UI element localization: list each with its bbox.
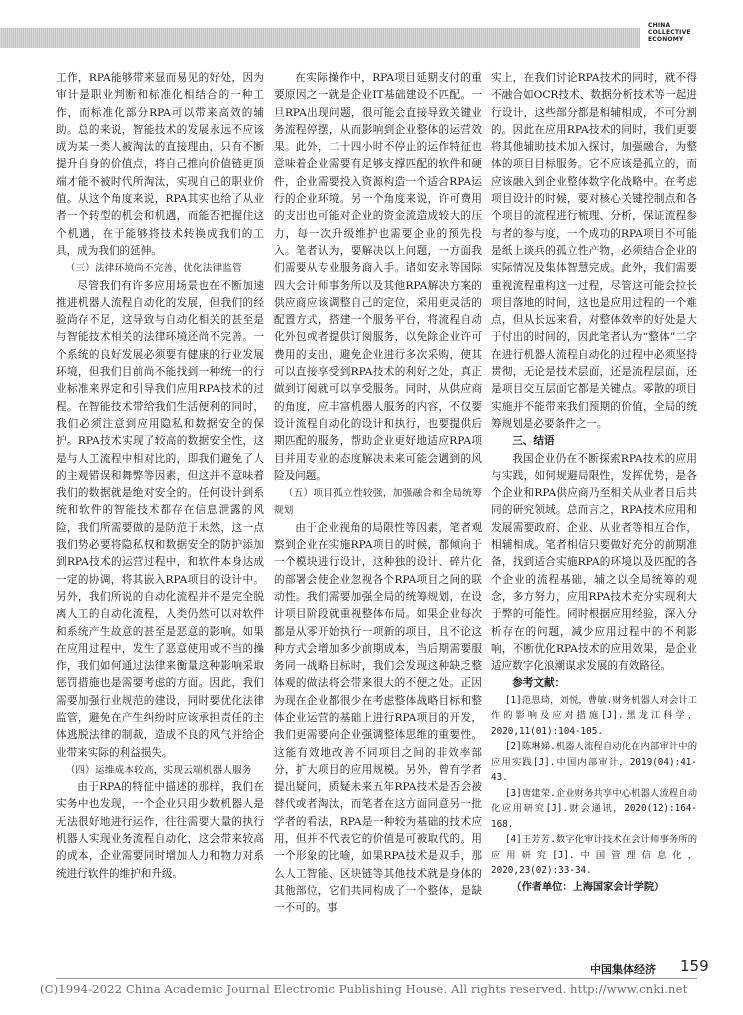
paragraph: 尽管我们有许多应用场景也在不断加速推进机器人流程自动化的发展，但我们的经验尚存不足，这导致与自动化相关的甚至是与智能技术相关的法律环境还尚不完善。一个系统的良好发展必须要有健康的行业发展环境，但我们目前尚不能找到一种统一的行业标准来界定和引导我们应用RPA技术的过程。在智能技术带给我们生活便利的同时，我们必须注意到应用隐私和数据安全的保护。RPA技术实现了较高的数据安全性，这是与人工流程中相对比的，即我们避免了人的主观错误和舞弊等因素，但这并不意味着我们的数据就是绝对安全的。任何设计到系统和软件的智能技术都存在信息泄露的风险，我们所需要做的是防范于未然，这一点我们势必要将隐私权和数据安全的防护添加到RPA技术的运营过程中，和软件本身达成一定的协调，将其嵌入RPA项目的设计中。另外，我们所说的自动化流程并不是完全脱离人工的自动化流程，人类仍然可以对软件和系统产生故意的甚至是恶意的影响。如果在应用过程中，发生了恶意使用或不当的操作，我们如何通过法律来衡量这种影响采取惩罚措施也是需要考虑的方面。因此，我们需要加强行业规范的建设，同时要优化法律监管，避免在产生纠纷时应该承担责任的主体逃脱法律的制裁，造成不良的风气并给企业带来实际的利益损失。 [56, 279, 264, 759]
author-affiliation: （作者单位：上海国家会计学院） [511, 881, 665, 893]
references-heading: 参考文献： [512, 677, 566, 690]
logo-line-2: COLLECTIVE [648, 29, 691, 36]
footer-rule [56, 978, 697, 979]
reference-item: [2]陈琳娣.机器人流程自动化在内部审计中的应用实践[J].中国内部审计，2019(04):41-43. [491, 741, 697, 784]
paragraph: 在实际操作中，RPA项目延期支付的重要原因之一就是企业IT基础建设不匹配。一旦RPA出现问题，很可能会直接导致关键业务流程停摆，从而影响到企业整体的运营效果。此外，二十四小时不停止的运作特征也意味着企业需要有足够支撑匹配的软件和硬件，企业需要投入资源构造一个适合RPA运行的企业环境。另一个角度来说，许可费用的支出也可能对企业的资金流造成较大的压力，每一次升级维护也需要企业的预先投入。笔者认为，要解决以上问题，一方面我们需要从专业服务商入手。诸如安永等国际四大会计师事务所以及其他RPA解决方案的供应商应该调整自己的定位，采用更灵活的配置方式，搭建一个服务平台，将流程自动化外包或者提供订阅服务，以免除企业许可费用的支出，避免企业进行多次采购，使其可以直接享受到RPA技术的利好之处，真正做到订阅就可以享受服务。同时，从供应商的角度，应丰富机器人服务的内容，不仅要设计流程自动化的设计和执行，也要提供后期匹配的服务，帮助企业更好地适应RPA项目并用专业的态度解决未来可能会遇到的风险及问题。 [274, 72, 482, 482]
logo-line-1: CHINA [648, 22, 671, 29]
reference-item: [1]范思琦，刘悦，曹敏.财务机器人对会计工作的影响及应对措施[J].黑龙江科学，2020,11(01):104-105. [491, 694, 697, 737]
paragraph-continued: 实上，在我们讨论RPA技术的同时，就不得不融合如OCR技术、数据分析技术等一起进行设计，这些部分都是相辅相成，不可分割的。因此在应用RPA技术的同时，我们更要将其他辅助技术加入探讨，加强融合，为整体的项目目标服务。它不应该是孤立的，而应该融入到企业整体数字化战略中。在考虑项目设计的时候，要对核心关键控制点和各个项目的流程进行梳理、分析，保证流程参与者的参与度，一个成功的RPA项目不可能是纸上谈兵的孤立性产物，必须结合企业的实际情况及集体智慧完成。此外，我们需要重视流程重构这一过程，尽管这可能会拉长项目落地的时间，这也是应用过程的一个难点，但从长远来看，对整体效率的好处是大于付出的时间的，因此笔者认为“整体”二字在进行机器人流程自动化的过程中必须坚持贯彻，无论是技术层面，还是流程层面，还是项目交互层面它都是关键点。零散的项目实施并不能带来我们预期的价值，全局的统筹规划是必要条件之一。 [491, 72, 697, 430]
section-heading: 三、结语 [512, 435, 555, 448]
page-number: 159 [680, 957, 709, 975]
journal-logo [648, 22, 718, 43]
paragraph: 由于企业视角的局限性等因素，笔者观察到企业在实施RPA项目的时候，都倾向于一个模块进行设计，这种独的设计、碎片化的部署会使企业忽视各个RPA项目之间的联动性。我们需要加强全局的统筹规划，在设计项目阶段就重视整体布局。如果企业每次都是从零开始执行一项新的项目，且不论这种方式会增加多少前期成本，当后期需要服务同一战略目标时，我们会发现这种缺乏整体观的做法将会带来很大的不便之处。正因为现在企业都很少在考虑整体战略目标和整体企业运营的基础上进行RPA项目的开发，我们更需要向企业强调整体思维的重要性。这能有效地改善不同项目之间的非效率部分，扩大项目的应用规模。另外，曾有学者提出疑问，质疑未来五年RPA技术是否会被替代或者淘汰，而笔者在这方面同意另一批学者的看法，RPA是一种较为基础的技术应用，但并不代表它的价值是可被取代的。用一个形象的比喻，如果RPA技术是双手，那么人工智能、区块链等其他技术就是身体的其他部位，它们共同构成了一个整体，是缺一不可的。事 [274, 521, 482, 915]
paragraph: 我国企业仍在不断探索RPA技术的应用与实践，如何规避局限性，发挥优势，是各个企业和RPA供应商乃至相关从业者日后共同的研究领域。总而言之，RPA技术应用和发展需要政府、企业、从业者等相互合作，相辅相成。笔者相信只要做好充分的前期准备，找到适合实施RPA的环境以及匹配的各个企业的流程基础，辅之以全局统筹的观念，多方努力，应用RPA技术充分实现利大于弊的可能性。同时根据应用经验，深入分析存在的问题，减少应用过程中的不利影响，不断优化RPA技术的应用效果，是企业适应数字化浪潮谋求发展的有效路径。 [491, 452, 697, 673]
column-1 [56, 70, 264, 883]
header-bar [0, 28, 640, 48]
reference-item: [3]唐建荣.企业财务共享中心机器人流程自动化应用研究[J].财会通讯，2020(12):164-168. [491, 787, 697, 830]
section-heading: （四）运维成本较高，实现云端机器人服务 [65, 764, 252, 776]
copyright-notice: (C)1994-2022 China Academic Journal Electronic Publishing House. All rights reserved. http://www.cnki.net [40, 982, 688, 996]
footer-journal-name: 中国集体经济 [590, 963, 656, 976]
paragraph-continued: 工作，RPA能够带来显而易见的好处，因为审计是职业判断和标准化相结合的一种工作，而标准化部分RPA可以带来高效的辅助。总的来说，智能技术的发展永远不应该成为某一类人被淘汰的直接理由，只有不断提升自身的价值点，将自己推向价值链更顶端才能不被时代所淘汰，实现自己的职业价值。从这个角度来说，RPA其实也给了从业者一个转型的机会和机遇，而能否把握住这个机遇，在于能够将技术转换成我们的工具，成为我们的延伸。 [56, 72, 264, 257]
section-heading: （三）法律环境尚不完善，优化法律监管 [65, 263, 242, 275]
column-3 [491, 70, 697, 896]
reference-item: [4]王芳芳.数字化审计技术在会计师事务所的应用研究[J].中国管理信息化，2020,23(02):33-34. [491, 834, 697, 877]
logo-line-3: ECONOMY [648, 36, 684, 43]
section-heading: （五）项目孤立性较强，加强融合和全局统筹规划 [274, 488, 482, 517]
column-2 [274, 70, 482, 918]
paragraph: 由于RPA的特征中描述的那样，我们在实务中也发现，一个企业只用少数机器人是无法很好地进行运作，往往需要大量的执行机器人实现业务流程自动化，这会带来较高的成本，企业需要同时增加人力和物力对系统进行软件的维护和升级。 [56, 781, 264, 880]
